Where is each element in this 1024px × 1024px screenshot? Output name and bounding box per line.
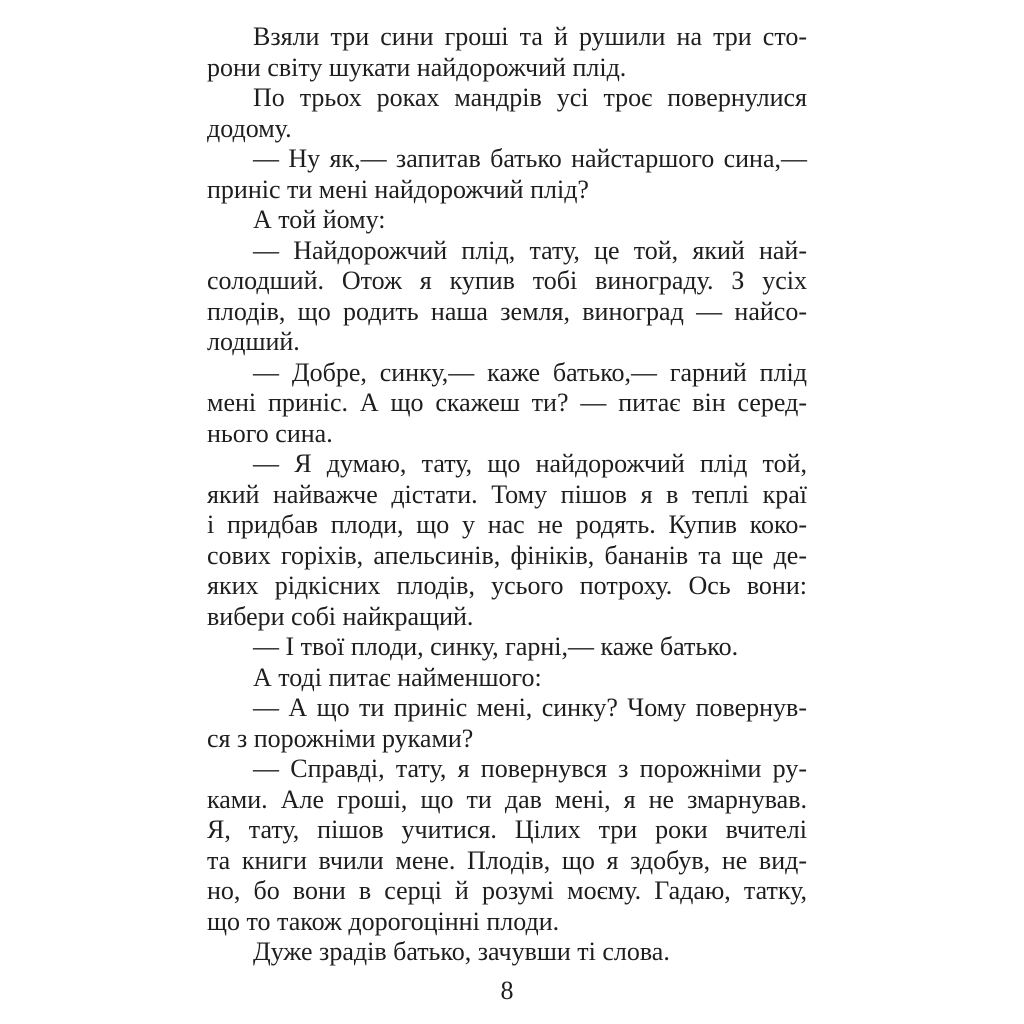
text-line: нього сина. [207, 418, 333, 448]
text-line: приніс ти мені найдорожчий плід? [207, 174, 589, 204]
text-line: додому. [207, 113, 292, 143]
text-line: Я, тату, пішов учитися. Цілих три роки вчителі [207, 815, 807, 844]
text-line: який найважче дістати. Тому пішов я в теплі краї [207, 479, 807, 509]
text-line: — Найдорожчий плід, тату, це той, який най- [253, 235, 807, 265]
text-line: і придбав плоди, що у нас не родять. Купив коко- [207, 510, 807, 539]
text-line: солодший. Отож я купив тобі винограду. З усіх [207, 266, 807, 295]
text-line: сових горіхів, апельсинів, фініків, бананів та ще де- [207, 540, 807, 570]
text-line: — Справді, тату, я повернувся з порожніми ру- [253, 754, 807, 783]
text-line: яких рідкісних плодів, усього потроху. Ось вони: [207, 571, 807, 600]
text-line: А тоді питає найменшого: [253, 662, 542, 692]
text-line: — Я думаю, тату, що найдорожчий плід той, [253, 449, 807, 478]
text-line: ся з порожніми руками? [207, 723, 474, 753]
text-line: рони світу шукати найдорожчий плід. [207, 52, 627, 82]
text-line: мені приніс. А що скажеш ти? — питає він серед- [207, 388, 807, 417]
text-line: А той йому: [253, 205, 386, 234]
text-line: По трьох роках мандрів усі троє повернулися [253, 83, 807, 112]
text-line: — І твої плоди, синку, гарні,— каже батько. [253, 632, 739, 661]
text-line: лодший. [207, 327, 300, 356]
text-line: Взяли три сини гроші та й рушили на три сто- [253, 22, 807, 51]
text-line: та книги вчили мене. Плодів, що я здобув, не вид- [207, 845, 807, 875]
text-line: плодів, що родить наша земля, виноград — найсо- [207, 296, 807, 326]
text-line: Дуже зрадів батько, зачувши ті слова. [253, 937, 670, 966]
page-number: 8 [500, 976, 514, 1005]
text-line: ками. Але гроші, що ти дав мені, я не змарнував. [207, 784, 807, 814]
text-line: но, бо вони в серці й розумі моєму. Гадаю, татку, [207, 876, 807, 905]
text-line: — Добре, синку,— каже батько,— гарний плід [253, 357, 807, 387]
text-line: вибери собі найкращий. [207, 601, 474, 631]
text-line: що то також дорогоцінні плоди. [207, 906, 560, 936]
story-text-block [207, 22, 807, 968]
text-line: — Ну як,— запитав батько найстаршого сина,— [253, 144, 807, 173]
text-line: — А що ти приніс мені, синку? Чому повернув- [253, 693, 807, 722]
